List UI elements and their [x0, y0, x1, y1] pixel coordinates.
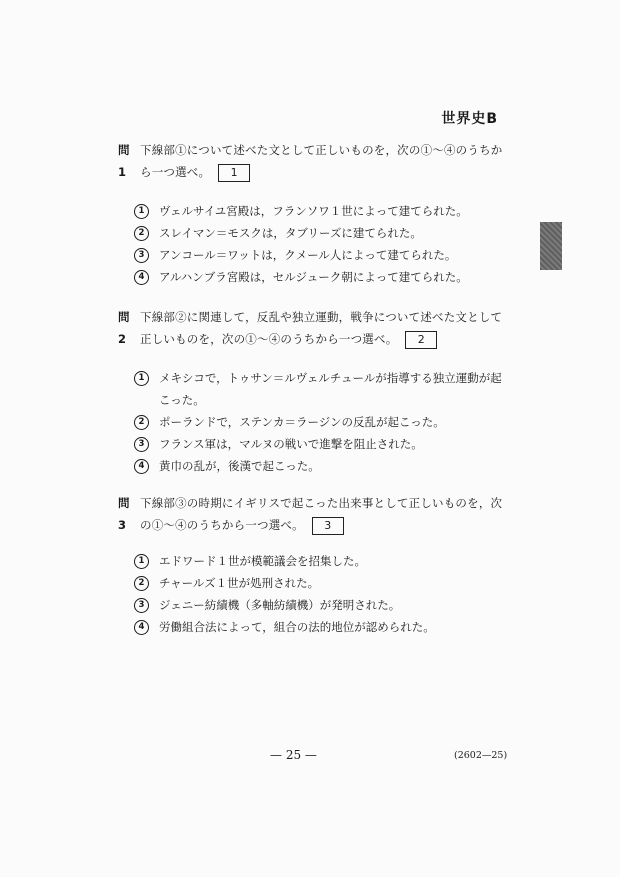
option-text: エドワード１世が模範議会を招集した。	[159, 554, 366, 568]
answer-box-3[interactable]: 3	[312, 517, 344, 535]
circled-number-icon: 4	[134, 459, 149, 474]
circled-number-icon: 1	[134, 554, 149, 569]
question-2	[118, 306, 508, 477]
question-3-header	[118, 492, 508, 536]
question-2-text: 下線部②に関連して，反乱や独立運動，戦争について述べた文として正しいものを，次の①〜④のうちから一つ選べ。	[140, 310, 503, 346]
circled-number-icon: 1	[134, 371, 149, 386]
question-3	[118, 492, 508, 638]
option[interactable]	[134, 222, 508, 244]
question-3-text: 下線部③の時期にイギリスで起こった出来事として正しいものを，次の①〜④のうちから一つ選べ。	[140, 496, 503, 532]
option-text: チャールズ１世が処刑された。	[159, 576, 320, 590]
option-text: アルハンブラ宮殿は，セルジューク朝によって建てられた。	[159, 270, 468, 284]
option-text: 労働組合法によって，組合の法的地位が認められた。	[159, 620, 435, 634]
option[interactable]	[134, 244, 508, 266]
option-text: アンコール＝ワットは，クメール人によって建てられた。	[159, 248, 457, 262]
answer-box-1[interactable]: 1	[218, 164, 250, 182]
option-text: ヴェルサイユ宮殿は，フランソワ１世によって建てられた。	[159, 204, 468, 218]
option-text: フランス軍は，マルヌの戦いで進撃を阻止された。	[159, 437, 423, 451]
option[interactable]	[134, 594, 508, 616]
circled-number-icon: 2	[134, 415, 149, 430]
option[interactable]	[134, 572, 508, 594]
circled-number-icon: 3	[134, 248, 149, 263]
option[interactable]	[134, 433, 508, 455]
question-1-options	[118, 200, 508, 288]
option[interactable]	[134, 200, 508, 222]
option[interactable]	[134, 455, 508, 477]
circled-number-icon: 4	[134, 620, 149, 635]
option[interactable]	[134, 367, 508, 411]
option[interactable]	[134, 266, 508, 288]
option[interactable]	[134, 550, 508, 572]
option-text: ポーランドで，ステンカ＝ラージンの反乱が起こった。	[159, 415, 445, 429]
option-text: スレイマン＝モスクは，タブリーズに建てられた。	[159, 226, 422, 240]
circled-number-icon: 1	[134, 204, 149, 219]
subject-title: 世界史B	[441, 111, 498, 127]
question-1-header	[118, 139, 508, 183]
option-text: ジェニー紡績機（多軸紡績機）が発明された。	[159, 598, 401, 612]
question-2-options	[118, 367, 508, 477]
option-text: メキシコで，トゥサン＝ルヴェルチュールが指導する独立運動が起こった。	[159, 371, 502, 407]
question-3-options	[118, 550, 508, 638]
question-2-header	[118, 306, 508, 350]
circled-number-icon: 3	[134, 598, 149, 613]
question-1-text: 下線部①について述べた文として正しいものを，次の①〜④のうちから一つ選べ。	[140, 143, 503, 179]
option-text: 黄巾の乱が，後漢で起こった。	[159, 459, 320, 473]
circled-number-icon: 3	[134, 437, 149, 452]
option[interactable]	[134, 411, 508, 433]
question-1	[118, 139, 508, 288]
option[interactable]	[134, 616, 508, 638]
circled-number-icon: 2	[134, 576, 149, 591]
question-1-label: 問 1	[118, 143, 130, 179]
section-index-tab	[540, 222, 562, 270]
exam-code: (2602—25)	[454, 750, 508, 761]
question-3-label: 問 3	[118, 496, 130, 532]
answer-box-2[interactable]: 2	[405, 331, 437, 349]
question-2-label: 問 2	[118, 310, 130, 346]
circled-number-icon: 2	[134, 226, 149, 241]
circled-number-icon: 4	[134, 270, 149, 285]
page-number: — 25 —	[270, 748, 317, 762]
